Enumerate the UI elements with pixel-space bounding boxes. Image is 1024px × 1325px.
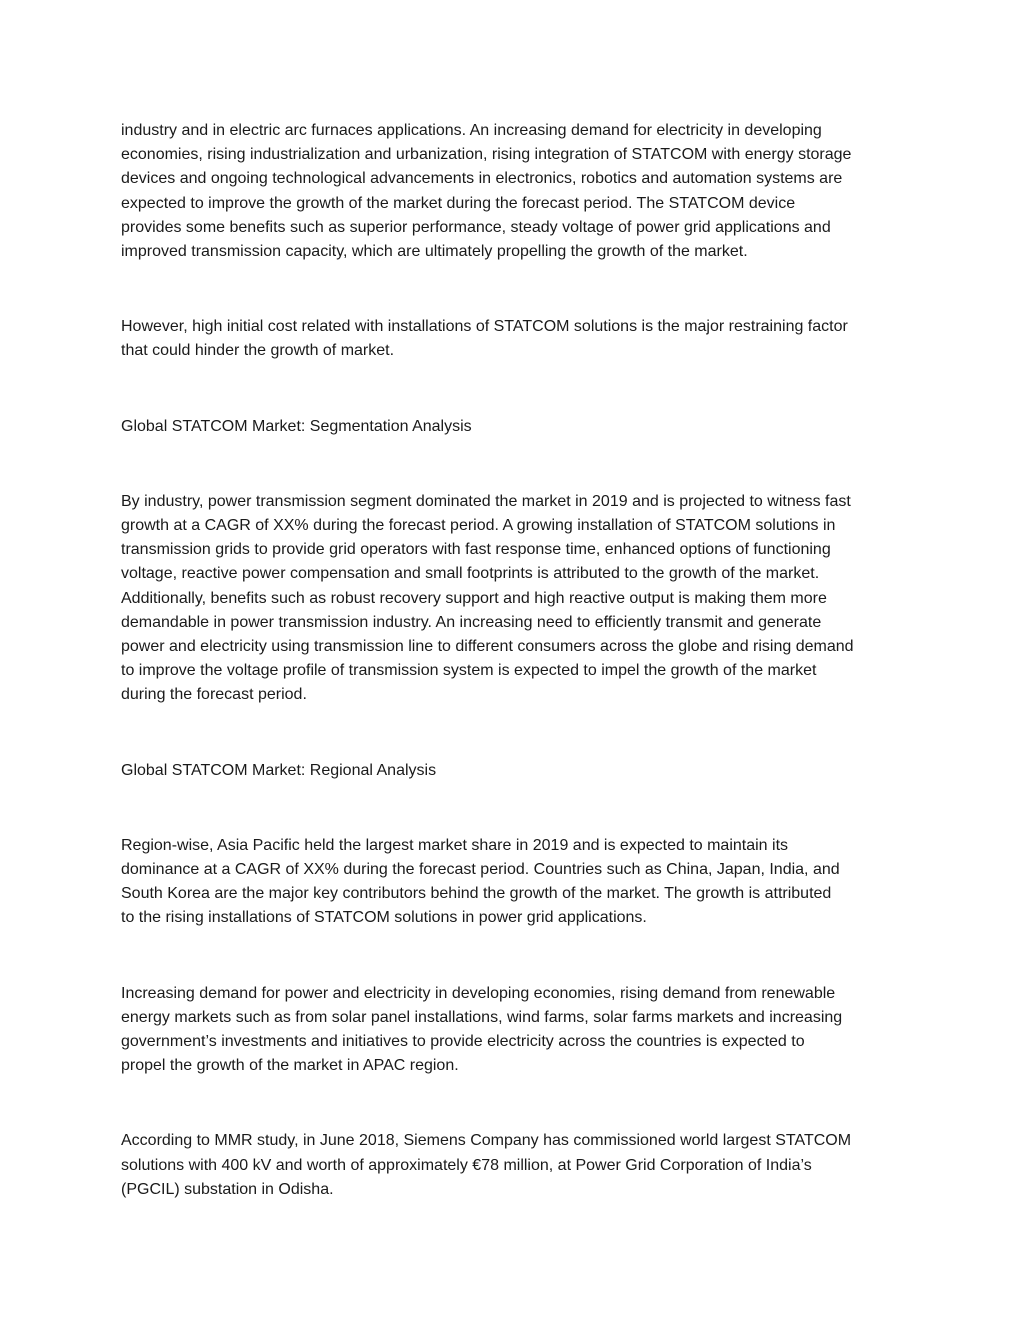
text-line: dominance at a CAGR of XX% during the forecast period. Countries such as China, Japan, India, and [121,861,840,879]
paragraph-spacer [121,783,911,834]
text-line: economies, rising industrialization and urbanization, rising integration of STATCOM with energy storage [121,146,852,164]
paragraph-spacer [121,439,911,490]
paragraph-spacer [121,1078,911,1129]
text-line: growth at a CAGR of XX% during the forecast period. A growing installation of STATCOM solutions in [121,517,836,535]
text-line: provides some benefits such as superior performance, steady voltage of power grid applications and [121,218,831,236]
text-line: Additionally, benefits such as robust recovery support and high reactive output is making them more [121,589,827,607]
paragraph-apac-demand [121,982,911,1079]
paragraph-spacer [121,708,911,759]
text-line: solutions with 400 kV and worth of approximately €78 million, at Power Grid Corporation of India’s [121,1156,812,1174]
text-line: expected to improve the growth of the market during the forecast period. The STATCOM device [121,194,796,212]
text-line: According to MMR study, in June 2018, Siemens Company has commissioned world largest STATCOM [121,1132,852,1150]
paragraph-regional [121,834,911,931]
text-line: Increasing demand for power and electricity in developing economies, rising demand from renewable [121,984,836,1002]
heading-line: Global STATCOM Market: Regional Analysis [121,761,437,779]
paragraph-intro [121,119,911,264]
document-body [121,119,911,1202]
text-line: South Korea are the major key contributors behind the growth of the market. The growth is attributed [121,885,832,903]
text-line: voltage, reactive power compensation and small footprints is attributed to the growth of the market. [121,565,820,583]
paragraph-spacer [121,364,911,415]
heading-line: Global STATCOM Market: Segmentation Analysis [121,417,472,435]
text-line: that could hinder the growth of market. [121,342,395,360]
section-heading-regional [121,759,911,783]
text-line: (PGCIL) substation in Odisha. [121,1180,334,1198]
text-line: to the rising installations of STATCOM solutions in power grid applications. [121,909,647,927]
text-line: power and electricity using transmission line to different consumers across the globe and rising demand [121,638,854,656]
paragraph-restraint [121,315,911,363]
section-heading-segmentation [121,415,911,439]
paragraph-spacer [121,264,911,315]
paragraph-segmentation [121,490,911,708]
text-line: demandable in power transmission industry. An increasing need to efficiently transmit and generate [121,613,822,631]
paragraph-spacer [121,931,911,982]
text-line: industry and in electric arc furnaces applications. An increasing demand for electricity in developing [121,122,822,139]
text-line: government’s investments and initiatives to provide electricity across the countries is expected to [121,1033,805,1051]
text-line: energy markets such as from solar panel installations, wind farms, solar farms markets and increasing [121,1008,843,1026]
text-line: transmission grids to provide grid operators with fast response time, enhanced options of functioning [121,541,831,559]
text-line: However, high initial cost related with installations of STATCOM solutions is the major restraining factor [121,318,848,336]
text-line: to improve the voltage profile of transmission system is expected to impel the growth of the market [121,662,817,680]
paragraph-mmr-study [121,1129,911,1202]
text-line: devices and ongoing technological advancements in electronics, robotics and automation systems are [121,170,843,188]
text-line: Region-wise, Asia Pacific held the largest market share in 2019 and is expected to maintain its [121,836,789,854]
text-line: during the forecast period. [121,686,307,704]
text-line: By industry, power transmission segment dominated the market in 2019 and is projected to witness fast [121,492,851,510]
text-line: propel the growth of the market in APAC region. [121,1057,459,1075]
text-line: improved transmission capacity, which are ultimately propelling the growth of the market. [121,243,748,261]
